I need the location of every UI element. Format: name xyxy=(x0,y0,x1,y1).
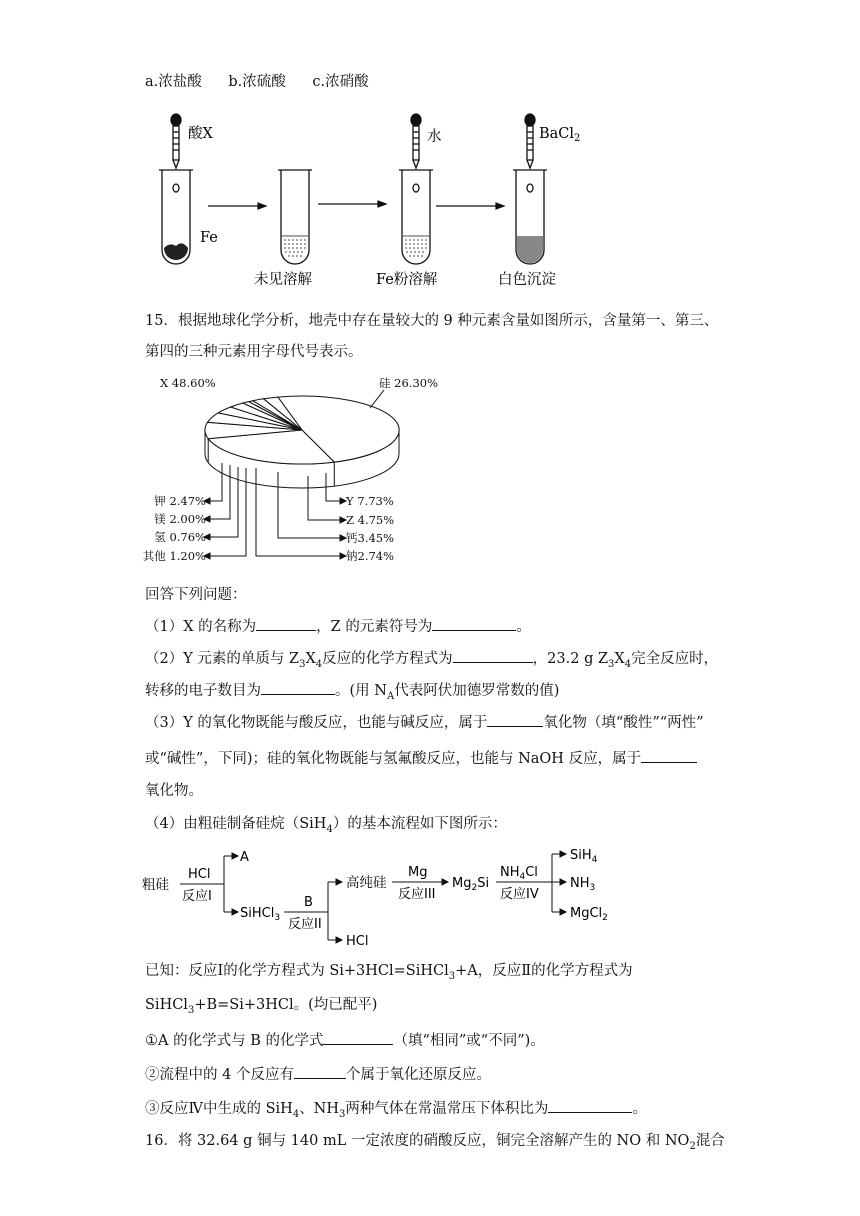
flow-out-a: A xyxy=(240,850,249,865)
flow-product-nh3: $NH_3$ xyxy=(570,876,596,893)
arrow-3 xyxy=(436,203,504,209)
q15-part3-line2: 或“碱性”，下同)；硅的氧化物既能与氢氟酸反应，也能与 NaOH 反应，属于 xyxy=(145,747,697,769)
flow-r1-reagent: HCl xyxy=(188,867,211,882)
blank-x-name[interactable] xyxy=(256,615,316,631)
precipitate-tube-4 xyxy=(517,236,543,263)
pie-label-h: 氢 0.76% xyxy=(154,530,206,544)
arrow-1 xyxy=(208,203,266,209)
blank-si-oxide[interactable] xyxy=(641,747,697,763)
q15-sub2: ②流程中的 4 个反应有 个属于氧化还原反应。 xyxy=(145,1063,491,1085)
step-2-label: Fe粉溶解 xyxy=(376,272,438,288)
experiment-figure xyxy=(140,108,600,290)
flow-r3-reagent: Mg xyxy=(408,865,428,880)
flow-mg2si: $Mg_2Si$ xyxy=(452,876,490,893)
q15-prompt: 回答下列问题： xyxy=(145,587,247,603)
pie-label-mg: 镁 2.00% xyxy=(154,512,206,526)
flow-hcl: HCl xyxy=(346,934,369,949)
pie-label-y: Y 7.73% xyxy=(346,494,394,508)
pie-label-k: 钾 2.47% xyxy=(154,494,206,508)
dropper-3 xyxy=(411,114,421,168)
flow-r4-reagent: $NH_4Cl$ xyxy=(500,865,538,882)
pie-leader-0 xyxy=(370,390,384,408)
flow-pure-si: 高纯硅 xyxy=(346,875,387,891)
q15-part2-line1: （2）Y 元素的单质与 $Z_3X_4$反应的化学方程式为 ，23.2 g $Z_3X_4$完全反应时， xyxy=(145,647,718,669)
blank-same-different[interactable] xyxy=(323,1029,393,1045)
dropper-4 xyxy=(525,114,535,168)
liquid-tube-2 xyxy=(282,236,308,256)
blank-redox-count[interactable] xyxy=(294,1063,346,1079)
q15-part1: （1）X 的名称为 ，Z 的元素符号为 。 xyxy=(145,615,531,637)
q15-part3-line3: 氧化物。 xyxy=(145,783,203,799)
blank-electrons[interactable] xyxy=(261,679,335,695)
flow-diagram xyxy=(142,842,622,952)
option-c: c.浓硝酸 xyxy=(312,74,369,90)
blank-equation[interactable] xyxy=(453,647,533,663)
option-b: b.浓硫酸 xyxy=(228,74,286,90)
dropper-1 xyxy=(171,114,181,168)
reagent-2-label: 水 xyxy=(427,129,442,145)
reagent-3-label: BaCl$_2$ xyxy=(539,126,581,144)
pie-label-ca: 钙3.45% xyxy=(346,531,395,545)
options-line xyxy=(145,72,391,92)
liquid-tube-3 xyxy=(403,236,429,256)
flow-product-mgcl2: MgCl$_2$ xyxy=(570,906,608,923)
blank-z-symbol[interactable] xyxy=(432,615,516,631)
q16-text: 16．将 32.64 g 铜与 140 mL 一定浓度的硝酸反应，铜完全溶解产生的 NO 和 $NO_2$混合 xyxy=(145,1133,725,1152)
metal-label: Fe xyxy=(200,230,218,246)
q15-part4: （4）由粗硅制备硅烷（SiH$_4$）的基本流程如下图所示： xyxy=(145,816,507,835)
reagent-1-label: 酸X xyxy=(188,126,213,142)
arrow-2 xyxy=(318,201,386,207)
flow-r1-label: 反应I xyxy=(182,889,212,904)
test-tube-3 xyxy=(399,170,433,264)
q15-known-line1: 已知：反应Ⅰ的化学方程式为 Si+3HCl=SiHCl$_3$+A，反应Ⅱ的化学方程式为 xyxy=(145,963,633,982)
pie-label-other: 其他 1.20% xyxy=(142,549,206,563)
q15-intro-line1: 15．根据地球化学分析，地壳中存在量较大的 9 种元素含量如图所示，含量第一、第三、 xyxy=(145,313,719,329)
flow-r2-reagent: B xyxy=(304,895,313,910)
blank-y-oxide[interactable] xyxy=(487,711,543,727)
test-tube-2 xyxy=(278,170,312,264)
pie-label-na: 钠2.74% xyxy=(346,549,395,563)
flow-sihcl3: SiHCl$_3$ xyxy=(240,906,281,923)
pie-label-si: 硅 26.30% xyxy=(379,376,439,390)
q15-known-line2: SiHCl$_3$+B=Si+3HCl。(均已配平) xyxy=(145,997,378,1016)
q15-sub1: ①A 的化学式与 B 的化学式 （填“相同”或“不同”)。 xyxy=(145,1029,545,1051)
iron-solid xyxy=(164,243,188,260)
pie-leader-8 xyxy=(210,468,246,556)
step-1-label: 未见溶解 xyxy=(254,272,312,288)
q15-part3-line1: （3）Y 的氧化物既能与酸反应，也能与碱反应，属于 氧化物（填“酸性”“两性” xyxy=(145,711,704,733)
pie-chart xyxy=(140,368,440,568)
pie-label-z: Z 4.75% xyxy=(346,513,395,527)
flow-r4-label: 反应IV xyxy=(500,887,539,902)
step-3-label: 白色沉淀 xyxy=(498,272,556,288)
blank-volume-ratio[interactable] xyxy=(548,1097,632,1113)
flow-r2-label: 反应II xyxy=(288,917,322,932)
flow-r3-label: 反应III xyxy=(398,887,436,902)
pie-label-x: X 48.60% xyxy=(160,376,216,390)
flow-product-sih4: SiH$_4$ xyxy=(570,848,598,865)
flow-crude-si: 粗硅 xyxy=(142,877,169,893)
q15-part2-line2: 转移的电子数目为 。(用 $N_A$代表阿伏加德罗常数的值) xyxy=(145,679,559,701)
q15-intro-line2: 第四的三种元素用字母代号表示。 xyxy=(145,344,363,360)
q15-sub3: ③反应Ⅳ中生成的 SiH$_4$、$NH_3$两种气体在常温常压下体积比为 。 xyxy=(145,1097,647,1119)
option-a: a.浓盐酸 xyxy=(145,74,202,90)
